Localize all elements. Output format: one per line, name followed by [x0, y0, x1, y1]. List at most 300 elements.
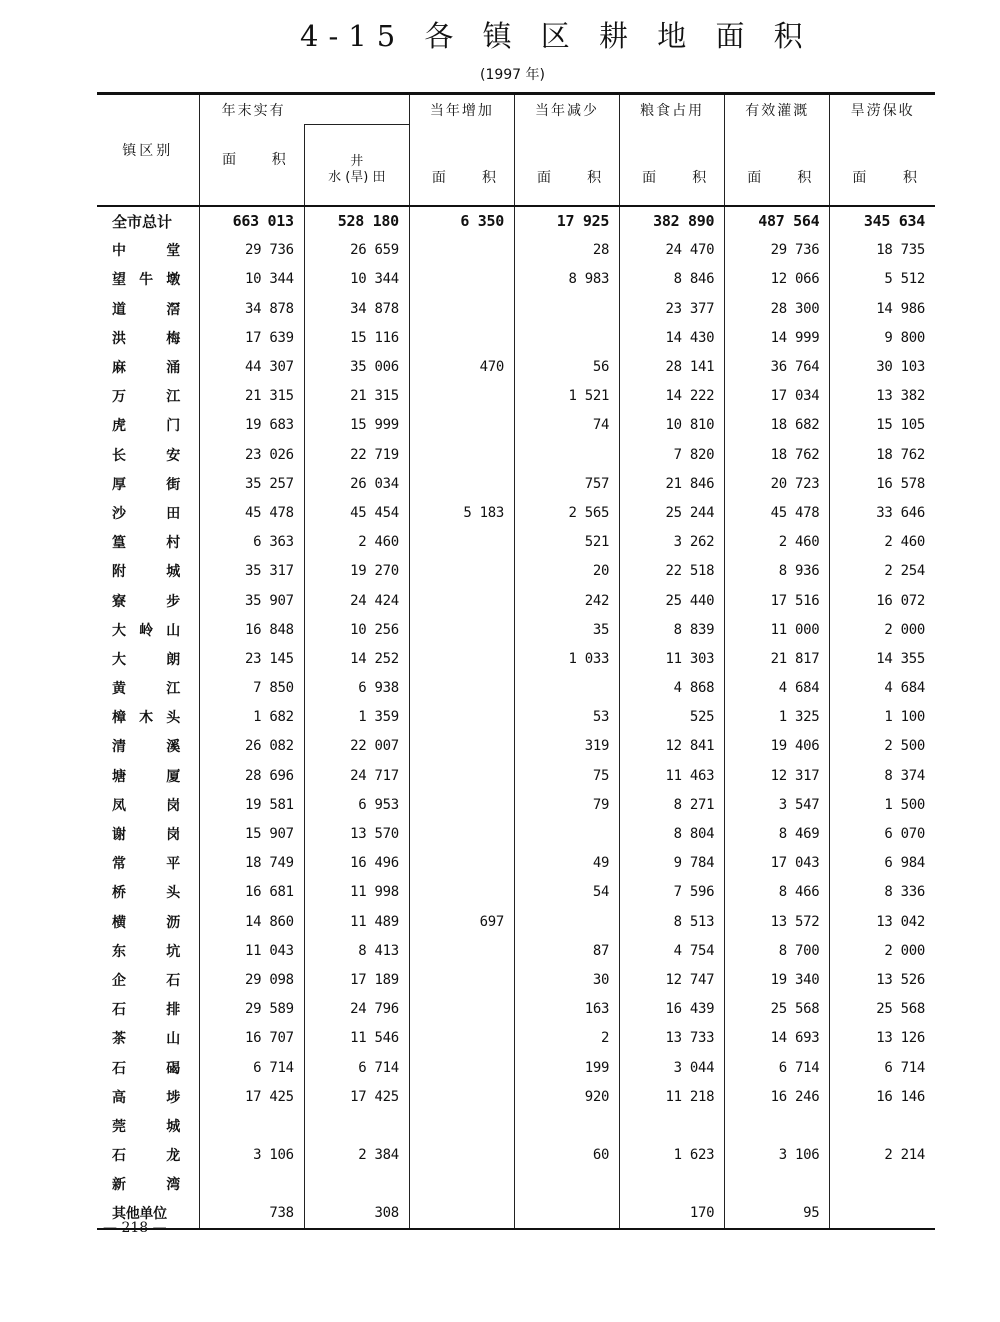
cell-decrease: 75 — [514, 761, 619, 790]
cell-decrease: 54 — [514, 878, 619, 907]
cell-total: 35 257 — [199, 469, 304, 498]
cell-grain — [620, 1111, 725, 1140]
cell-grain: 8 839 — [620, 615, 725, 644]
cell-decrease: 30 — [514, 965, 619, 994]
cell-paddy: 22 719 — [304, 440, 409, 469]
table-row — [97, 878, 935, 907]
cell-decrease: 199 — [514, 1053, 619, 1082]
cell-irrigation: 36 764 — [725, 352, 830, 381]
cell-decrease: 319 — [514, 732, 619, 761]
cell-increase: 6 350 — [409, 206, 514, 236]
cell-drought: 13 126 — [830, 1024, 935, 1053]
cell-increase — [409, 995, 514, 1024]
cell-total: 19 581 — [199, 790, 304, 819]
cell-total: 35 317 — [199, 557, 304, 586]
cell-paddy: 8 413 — [304, 936, 409, 965]
cell-irrigation: 18 682 — [725, 411, 830, 440]
cell-grain: 21 846 — [620, 469, 725, 498]
cell-paddy: 15 116 — [304, 323, 409, 352]
cell-drought: 13 382 — [830, 382, 935, 411]
table-row — [97, 1170, 935, 1199]
cell-increase — [409, 878, 514, 907]
cell-increase — [409, 265, 514, 294]
town-name: 石 龙 — [112, 1148, 180, 1165]
cell-drought: 13 526 — [830, 965, 935, 994]
cell-decrease: 28 — [514, 236, 619, 265]
cell-total: 3 106 — [199, 1141, 304, 1170]
cell-paddy: 21 315 — [304, 382, 409, 411]
cell-paddy: 6 953 — [304, 790, 409, 819]
cell-paddy: 6 938 — [304, 674, 409, 703]
cell-irrigation: 8 936 — [725, 557, 830, 586]
town-name: 企 石 — [112, 972, 180, 989]
cell-drought: 2 254 — [830, 557, 935, 586]
cell-drought: 2 460 — [830, 528, 935, 557]
header-unit: 面 积 — [409, 125, 514, 206]
town-name: 虎 门 — [112, 418, 180, 435]
cell-grain: 4 754 — [620, 936, 725, 965]
cell-grain: 7 596 — [620, 878, 725, 907]
cell-total: 738 — [199, 1199, 304, 1229]
table-row — [97, 849, 935, 878]
cell-drought: 1 500 — [830, 790, 935, 819]
cell-drought: 2 500 — [830, 732, 935, 761]
cell-increase — [409, 1170, 514, 1199]
table-row — [97, 498, 935, 527]
cell-drought: 18 762 — [830, 440, 935, 469]
cell-total: 21 315 — [199, 382, 304, 411]
cell-total: 44 307 — [199, 352, 304, 381]
cell-grain: 8 271 — [620, 790, 725, 819]
table-row — [97, 411, 935, 440]
town-name: 樟 木 头 — [112, 710, 180, 727]
cell-increase — [409, 236, 514, 265]
cell-grain: 525 — [620, 703, 725, 732]
header-well-paddy: 井 水 (旱) 田 — [304, 125, 409, 206]
table-row — [97, 323, 935, 352]
cell-decrease: 74 — [514, 411, 619, 440]
cell-irrigation: 8 700 — [725, 936, 830, 965]
cell-grain: 11 303 — [620, 644, 725, 673]
cell-increase — [409, 1024, 514, 1053]
cell-decrease: 521 — [514, 528, 619, 557]
cell-paddy: 1 359 — [304, 703, 409, 732]
header-unit: 面 积 — [514, 125, 619, 206]
town-name: 全市总计 — [112, 212, 173, 231]
header-unit: 面 积 — [620, 125, 725, 206]
cell-decrease: 17 925 — [514, 206, 619, 236]
cell-increase — [409, 528, 514, 557]
cell-decrease: 757 — [514, 469, 619, 498]
table-row — [97, 557, 935, 586]
cell-total: 16 848 — [199, 615, 304, 644]
cell-irrigation: 12 066 — [725, 265, 830, 294]
table-row — [97, 294, 935, 323]
page-subtitle: (1997 年) — [480, 67, 546, 83]
cell-decrease: 1 521 — [514, 382, 619, 411]
cell-paddy: 11 998 — [304, 878, 409, 907]
header-year-end: 年末实有 — [199, 94, 409, 125]
town-name: 桥 头 — [112, 885, 180, 902]
cell-decrease — [514, 1170, 619, 1199]
cell-grain: 382 890 — [620, 206, 725, 236]
cell-total: 29 589 — [199, 995, 304, 1024]
town-name: 石 碣 — [112, 1060, 180, 1077]
cell-decrease — [514, 294, 619, 323]
cell-irrigation: 25 568 — [725, 995, 830, 1024]
cell-drought — [830, 1199, 935, 1229]
cell-decrease: 920 — [514, 1082, 619, 1111]
header-unit: 面 积 — [199, 125, 304, 205]
cell-decrease: 1 033 — [514, 644, 619, 673]
cell-increase — [409, 644, 514, 673]
cell-increase — [409, 819, 514, 848]
cell-drought — [830, 1170, 935, 1199]
cell-decrease — [514, 1199, 619, 1229]
cell-decrease: 35 — [514, 615, 619, 644]
cell-paddy: 24 424 — [304, 586, 409, 615]
town-name: 其他单位 — [112, 1206, 167, 1223]
farmland-table — [97, 92, 935, 1230]
cell-grain: 14 222 — [620, 382, 725, 411]
cell-drought: 16 578 — [830, 469, 935, 498]
town-name: 东 坑 — [112, 943, 180, 960]
cell-total: 29 098 — [199, 965, 304, 994]
cell-drought: 1 100 — [830, 703, 935, 732]
town-name: 厚 街 — [112, 476, 180, 493]
cell-drought: 16 072 — [830, 586, 935, 615]
cell-drought: 33 646 — [830, 498, 935, 527]
cell-increase — [409, 440, 514, 469]
cell-irrigation: 21 817 — [725, 644, 830, 673]
cell-total: 35 907 — [199, 586, 304, 615]
cell-drought: 6 984 — [830, 849, 935, 878]
town-name: 大 岭 山 — [112, 622, 180, 639]
cell-drought: 25 568 — [830, 995, 935, 1024]
cell-paddy: 22 007 — [304, 732, 409, 761]
table-row — [97, 1111, 935, 1140]
cell-drought: 14 986 — [830, 294, 935, 323]
cell-irrigation — [725, 1170, 830, 1199]
header-town: 镇区别 — [97, 94, 199, 206]
town-name: 中 堂 — [112, 243, 180, 260]
table-row — [97, 1199, 935, 1229]
town-name: 谢 岗 — [112, 827, 180, 844]
town-name: 道 滘 — [112, 301, 180, 318]
table-row — [97, 761, 935, 790]
table-row — [97, 1053, 935, 1082]
cell-paddy: 35 006 — [304, 352, 409, 381]
table-row — [97, 790, 935, 819]
table-row — [97, 965, 935, 994]
town-name: 大 朗 — [112, 651, 180, 668]
cell-increase — [409, 703, 514, 732]
table-row — [97, 352, 935, 381]
cell-total: 19 683 — [199, 411, 304, 440]
cell-paddy: 19 270 — [304, 557, 409, 586]
cell-drought: 2 214 — [830, 1141, 935, 1170]
town-name: 清 溪 — [112, 739, 180, 756]
cell-increase — [409, 1082, 514, 1111]
table-row-total — [97, 206, 935, 236]
cell-decrease: 2 565 — [514, 498, 619, 527]
cell-grain: 4 868 — [620, 674, 725, 703]
cell-drought: 8 374 — [830, 761, 935, 790]
cell-total: 16 681 — [199, 878, 304, 907]
cell-decrease: 20 — [514, 557, 619, 586]
cell-grain: 11 463 — [620, 761, 725, 790]
cell-drought: 13 042 — [830, 907, 935, 936]
cell-irrigation: 3 547 — [725, 790, 830, 819]
cell-irrigation: 17 516 — [725, 586, 830, 615]
cell-irrigation: 29 736 — [725, 236, 830, 265]
cell-total: 1 682 — [199, 703, 304, 732]
cell-drought: 345 634 — [830, 206, 935, 236]
cell-decrease — [514, 907, 619, 936]
header-decrease: 当年减少 — [514, 94, 619, 125]
table-row — [97, 440, 935, 469]
cell-irrigation: 1 325 — [725, 703, 830, 732]
cell-total: 28 696 — [199, 761, 304, 790]
cell-drought: 14 355 — [830, 644, 935, 673]
cell-increase — [409, 586, 514, 615]
table-row — [97, 644, 935, 673]
town-name: 凤 岗 — [112, 797, 180, 814]
cell-irrigation: 19 340 — [725, 965, 830, 994]
town-name: 篁 村 — [112, 535, 180, 552]
cell-grain: 9 784 — [620, 849, 725, 878]
cell-paddy: 2 460 — [304, 528, 409, 557]
header-drought: 旱涝保收 — [830, 94, 935, 125]
town-name: 沙 田 — [112, 505, 180, 522]
table-row — [97, 265, 935, 294]
cell-grain: 8 804 — [620, 819, 725, 848]
cell-irrigation: 11 000 — [725, 615, 830, 644]
cell-paddy: 17 425 — [304, 1082, 409, 1111]
cell-increase — [409, 1199, 514, 1229]
town-name: 新 湾 — [112, 1177, 180, 1194]
cell-paddy: 13 570 — [304, 819, 409, 848]
table-row — [97, 732, 935, 761]
cell-total: 14 860 — [199, 907, 304, 936]
cell-drought: 9 800 — [830, 323, 935, 352]
cell-total: 17 639 — [199, 323, 304, 352]
town-name: 莞 城 — [112, 1118, 180, 1135]
cell-grain: 28 141 — [620, 352, 725, 381]
header-grain: 粮食占用 — [620, 94, 725, 125]
cell-irrigation: 17 034 — [725, 382, 830, 411]
cell-decrease: 56 — [514, 352, 619, 381]
cell-increase — [409, 1141, 514, 1170]
cell-grain: 16 439 — [620, 995, 725, 1024]
cell-increase: 470 — [409, 352, 514, 381]
cell-grain: 25 244 — [620, 498, 725, 527]
cell-decrease: 79 — [514, 790, 619, 819]
cell-grain: 22 518 — [620, 557, 725, 586]
table-row — [97, 674, 935, 703]
cell-drought: 8 336 — [830, 878, 935, 907]
town-name: 横 沥 — [112, 914, 180, 931]
cell-decrease — [514, 440, 619, 469]
cell-irrigation — [725, 1111, 830, 1140]
cell-paddy: 45 454 — [304, 498, 409, 527]
cell-irrigation: 28 300 — [725, 294, 830, 323]
cell-grain: 170 — [620, 1199, 725, 1229]
cell-irrigation: 8 469 — [725, 819, 830, 848]
cell-paddy: 17 189 — [304, 965, 409, 994]
cell-increase — [409, 382, 514, 411]
table-row — [97, 615, 935, 644]
cell-total — [199, 1111, 304, 1140]
cell-increase — [409, 323, 514, 352]
cell-decrease: 60 — [514, 1141, 619, 1170]
cell-decrease — [514, 1111, 619, 1140]
cell-irrigation: 4 684 — [725, 674, 830, 703]
cell-drought: 18 735 — [830, 236, 935, 265]
town-name: 塘 厦 — [112, 768, 180, 785]
cell-drought: 4 684 — [830, 674, 935, 703]
cell-decrease — [514, 674, 619, 703]
cell-increase — [409, 674, 514, 703]
cell-drought: 6 070 — [830, 819, 935, 848]
cell-irrigation: 487 564 — [725, 206, 830, 236]
cell-irrigation: 12 317 — [725, 761, 830, 790]
table-row — [97, 936, 935, 965]
table-row — [97, 1024, 935, 1053]
cell-paddy — [304, 1170, 409, 1199]
cell-grain: 7 820 — [620, 440, 725, 469]
town-name: 附 城 — [112, 564, 180, 581]
cell-total: 18 749 — [199, 849, 304, 878]
town-name: 茶 山 — [112, 1031, 180, 1048]
cell-drought: 15 105 — [830, 411, 935, 440]
table-body — [97, 206, 935, 1230]
header-unit: 面 积 — [830, 125, 935, 206]
cell-grain: 3 044 — [620, 1053, 725, 1082]
cell-increase — [409, 936, 514, 965]
cell-total: 26 082 — [199, 732, 304, 761]
cell-irrigation: 13 572 — [725, 907, 830, 936]
cell-irrigation: 17 043 — [725, 849, 830, 878]
cell-grain: 3 262 — [620, 528, 725, 557]
cell-drought: 5 512 — [830, 265, 935, 294]
table-row — [97, 907, 935, 936]
cell-total: 45 478 — [199, 498, 304, 527]
cell-increase — [409, 294, 514, 323]
cell-increase — [409, 790, 514, 819]
cell-increase — [409, 732, 514, 761]
table-row — [97, 1082, 935, 1111]
cell-increase — [409, 761, 514, 790]
cell-increase — [409, 557, 514, 586]
cell-grain: 8 513 — [620, 907, 725, 936]
cell-paddy: 24 796 — [304, 995, 409, 1024]
cell-grain: 23 377 — [620, 294, 725, 323]
cell-drought: 30 103 — [830, 352, 935, 381]
town-name: 望 牛 墩 — [112, 272, 180, 289]
cell-decrease: 242 — [514, 586, 619, 615]
cell-increase — [409, 965, 514, 994]
table-row — [97, 586, 935, 615]
cell-decrease: 87 — [514, 936, 619, 965]
cell-irrigation: 14 693 — [725, 1024, 830, 1053]
cell-paddy: 10 344 — [304, 265, 409, 294]
cell-grain — [620, 1170, 725, 1199]
cell-irrigation: 18 762 — [725, 440, 830, 469]
cell-paddy: 26 659 — [304, 236, 409, 265]
cell-total: 17 425 — [199, 1082, 304, 1111]
cell-grain: 11 218 — [620, 1082, 725, 1111]
cell-total — [199, 1170, 304, 1199]
cell-paddy: 15 999 — [304, 411, 409, 440]
cell-irrigation: 95 — [725, 1199, 830, 1229]
cell-decrease: 49 — [514, 849, 619, 878]
cell-grain: 1 623 — [620, 1141, 725, 1170]
cell-increase: 5 183 — [409, 498, 514, 527]
cell-irrigation: 14 999 — [725, 323, 830, 352]
cell-decrease — [514, 323, 619, 352]
cell-paddy: 34 878 — [304, 294, 409, 323]
table-row — [97, 382, 935, 411]
cell-drought — [830, 1111, 935, 1140]
cell-irrigation: 3 106 — [725, 1141, 830, 1170]
town-name: 麻 涌 — [112, 360, 180, 377]
cell-total: 11 043 — [199, 936, 304, 965]
cell-total: 16 707 — [199, 1024, 304, 1053]
cell-total: 10 344 — [199, 265, 304, 294]
cell-irrigation: 45 478 — [725, 498, 830, 527]
cell-total: 29 736 — [199, 236, 304, 265]
cell-increase: 697 — [409, 907, 514, 936]
cell-drought: 6 714 — [830, 1053, 935, 1082]
cell-irrigation: 6 714 — [725, 1053, 830, 1082]
cell-decrease: 163 — [514, 995, 619, 1024]
cell-increase — [409, 1111, 514, 1140]
cell-grain: 12 747 — [620, 965, 725, 994]
cell-decrease: 2 — [514, 1024, 619, 1053]
table-row — [97, 819, 935, 848]
cell-grain: 25 440 — [620, 586, 725, 615]
table-row — [97, 236, 935, 265]
town-name: 长 安 — [112, 447, 180, 464]
header-increase: 当年增加 — [409, 94, 514, 125]
cell-paddy: 2 384 — [304, 1141, 409, 1170]
table-row — [97, 528, 935, 557]
cell-drought: 16 146 — [830, 1082, 935, 1111]
cell-paddy: 26 034 — [304, 469, 409, 498]
cell-grain: 13 733 — [620, 1024, 725, 1053]
cell-paddy: 6 714 — [304, 1053, 409, 1082]
cell-paddy: 11 546 — [304, 1024, 409, 1053]
cell-total: 34 878 — [199, 294, 304, 323]
cell-total: 23 026 — [199, 440, 304, 469]
table-row — [97, 995, 935, 1024]
header-unit: 面 积 — [725, 125, 830, 206]
header-irrigation: 有效灌溉 — [725, 94, 830, 125]
cell-paddy: 308 — [304, 1199, 409, 1229]
cell-increase — [409, 411, 514, 440]
cell-paddy: 11 489 — [304, 907, 409, 936]
cell-grain: 8 846 — [620, 265, 725, 294]
cell-irrigation: 2 460 — [725, 528, 830, 557]
cell-paddy: 14 252 — [304, 644, 409, 673]
cell-paddy: 10 256 — [304, 615, 409, 644]
cell-decrease — [514, 819, 619, 848]
cell-irrigation: 19 406 — [725, 732, 830, 761]
town-name: 万 江 — [112, 389, 180, 406]
page-number: — 218 — — [103, 1220, 167, 1236]
town-name: 黄 江 — [112, 681, 180, 698]
